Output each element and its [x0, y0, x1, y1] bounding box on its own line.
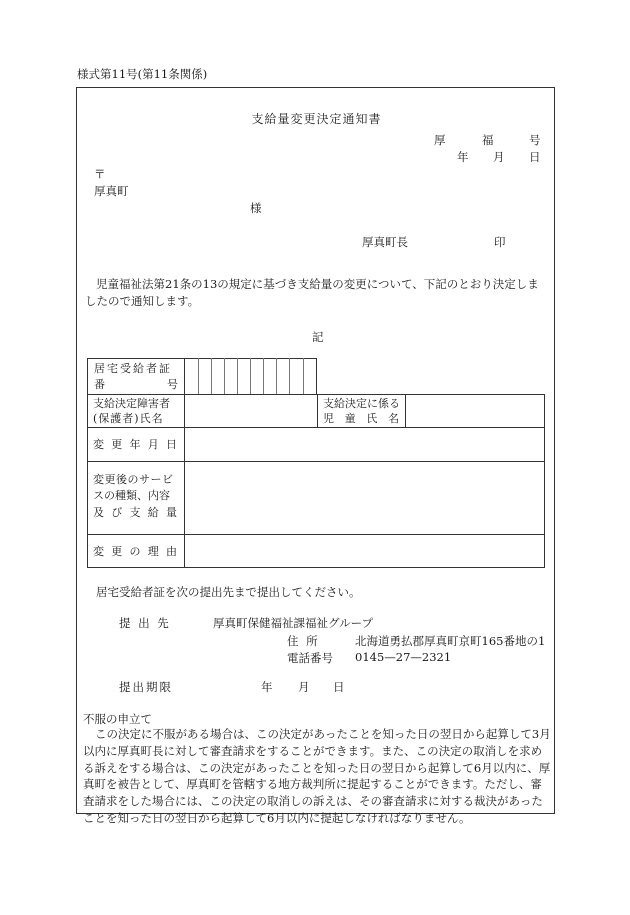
appeal-heading: 不服の申立て — [83, 712, 152, 726]
change-date-label: 変更年月日 — [93, 438, 177, 451]
submit-phone-label: 電話番号 — [287, 651, 333, 665]
cert-digit-divider — [184, 358, 185, 395]
notice-frame — [76, 87, 555, 825]
guardian-label-2: (保護者)氏名 — [93, 412, 164, 425]
form-label: 様式第11号(第11条関係) — [77, 67, 208, 81]
cert-digit-line — [303, 358, 304, 395]
issuer-name: 厚真町長 — [362, 235, 408, 249]
number-office: 福 — [482, 133, 494, 147]
cert-digit-line — [263, 358, 264, 395]
town-name: 厚真町 — [94, 184, 129, 198]
submit-address-label: 住 所 — [287, 634, 320, 648]
service-label-2: スの種類、内容 — [93, 489, 170, 502]
deadline-day: 日 — [333, 680, 345, 694]
postal-mark: 〒 — [94, 167, 106, 181]
cert-number-label-2: 番号 — [94, 378, 178, 391]
date-day: 日 — [529, 150, 541, 164]
service-label-1: 変更後のサービ — [93, 473, 174, 486]
number-suffix: 号 — [529, 133, 541, 147]
number-prefix: 厚 — [434, 133, 446, 147]
child-divider-left — [317, 394, 318, 428]
cert-digit-line — [211, 358, 212, 395]
cert-digit-line — [250, 358, 251, 395]
submit-deadline-label: 提出期限 — [119, 680, 173, 694]
child-label-1: 支給決定に係る — [323, 397, 400, 410]
submit-dest-value: 厚真町保健福祉課福祉グループ — [213, 616, 374, 630]
change-date-divider — [184, 427, 185, 462]
guardian-divider — [184, 394, 185, 428]
honorific: 様 — [250, 201, 262, 215]
submit-dest-label: 提 出 先 — [119, 616, 171, 630]
date-month: 月 — [493, 150, 505, 164]
date-year: 年 — [457, 150, 469, 164]
submit-notice: 居宅受給者証を次の提出先まで提出してください。 — [96, 585, 361, 599]
submit-phone-value: 0145—27—2321 — [355, 650, 452, 664]
service-divider — [184, 461, 185, 535]
cert-digit-line — [198, 358, 199, 395]
document-title: 支給量変更決定通知書 — [251, 112, 382, 126]
submit-address-value: 北海道勇払郡厚真町京町165番地の1 — [355, 634, 546, 648]
guardian-label-1: 支給決定障害者 — [93, 397, 170, 410]
deadline-month: 月 — [298, 680, 310, 694]
cert-number-label-1: 居宅受給者証 — [94, 362, 172, 375]
reason-divider — [184, 534, 185, 568]
cert-digit-line — [289, 358, 290, 395]
cert-number-label-cell — [87, 358, 184, 395]
cert-digit-line — [237, 358, 238, 395]
reason-label: 変更の理由 — [93, 545, 177, 558]
appeal-text: この決定に不服がある場合は、この決定があったことを知った日の翌日から起算して3月以内に厚真町長に対して審査請求をすることができます。また、この決定の取消しを求める訴えをする場合は、この決定があったことを知った日の翌日から起算して6月以内に、厚真町を被告として、厚真町を管轄する地方裁判所に提起することができます。ただし、審査請求をした場合には、この決定の取消しの訴えは、その審査請求に対する裁決があったことを知った日の翌日から起算して6月以内に提起しなければなりません。 — [83, 727, 551, 825]
seal-mark: 印 — [494, 235, 506, 249]
ki-mark: 記 — [312, 330, 324, 344]
cert-digit-line — [276, 358, 277, 395]
deadline-year: 年 — [261, 680, 273, 694]
service-label-3: 及び支給量 — [93, 506, 177, 519]
child-divider-right — [405, 394, 406, 428]
cert-digit-line — [224, 358, 225, 395]
child-label-2: 児童氏名 — [323, 412, 399, 425]
body-text: 児童福祉法第21条の13の規定に基づき支給量の変更について、下記のとおり決定しましたので通知します。 — [85, 277, 539, 308]
